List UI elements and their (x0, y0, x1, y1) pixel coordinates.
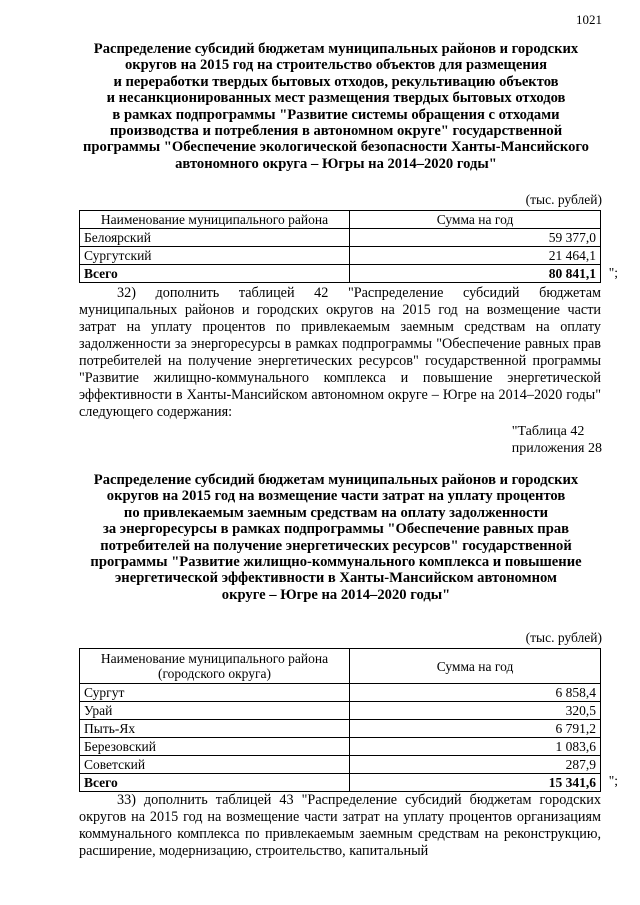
section2-units: (тыс. рублей) (525, 630, 602, 645)
total-sum: 15 341,6 (350, 774, 601, 792)
column-header-sum: Сумма на год (350, 649, 601, 684)
paragraph-32 (79, 285, 601, 421)
heading-line: автономного округа – Югры на 2014–2020 годы" (175, 155, 497, 172)
table-row (80, 247, 601, 265)
heading-line: округов на 2015 год на строительство объектов для размещения (124, 57, 548, 74)
row-sum: 6 791,2 (350, 720, 601, 738)
row-name: Советский (80, 756, 350, 774)
heading-line: за энергоресурсы в рамках подпрограммы "Обеспечение равных прав (102, 521, 570, 538)
table-total-row (80, 265, 601, 283)
section2-table (79, 648, 601, 792)
heading-line: и несанкционированных мест размещения твердых бытовых отходов (106, 90, 566, 107)
section2-heading (70, 472, 602, 603)
table-row (80, 720, 601, 738)
table-caption (512, 423, 602, 457)
heading-line: программы "Развитие жилищно-коммунального комплекса и повышение (90, 554, 582, 571)
total-label: Всего (80, 265, 350, 283)
table-total-row (80, 774, 601, 792)
row-name: Сургутский (80, 247, 350, 265)
row-sum: 320,5 (350, 702, 601, 720)
paragraph-33 (79, 792, 601, 860)
section1-table (79, 210, 601, 283)
table-header-row (80, 649, 601, 684)
heading-line: энергетической эффективности в Ханты-Мансийском автономном (115, 570, 557, 587)
heading-line: Распределение субсидий бюджетам муниципальных районов и городских (93, 472, 579, 488)
row-name: Белоярский (80, 229, 350, 247)
heading-line: и переработки твердых бытовых отходов, рекультивацию объектов (113, 73, 559, 90)
table-header-row (80, 211, 601, 229)
section1-heading (70, 41, 602, 172)
row-sum: 1 083,6 (350, 738, 601, 756)
row-name: Пыть-Ях (80, 720, 350, 738)
column-header-name (80, 649, 350, 684)
column-header-sum: Сумма на год (350, 211, 601, 229)
table-row (80, 702, 601, 720)
paragraph-text: 33) дополнить таблицей 43 "Распределение субсидий бюджетам городских округов на 2015 год на возмещение части затрат на уплату процентов организациям коммунального комплекса по привлекаемым заемным средствам на реконструкцию, расширение, модернизацию, строительство, капитальный (79, 792, 601, 859)
row-name: Сургут (80, 684, 350, 702)
page-number: 1021 (576, 12, 602, 27)
row-sum: 59 377,0 (350, 229, 601, 247)
heading-line: в рамках подпрограммы "Развитие системы обращения с отходами (112, 106, 560, 123)
column-header-name: Наименование муниципального района (80, 211, 350, 229)
section2-quote-tail: "; (608, 773, 618, 788)
section1-quote-tail: "; (608, 265, 618, 280)
section1-units: (тыс. рублей) (525, 192, 602, 207)
heading-line: программы "Обеспечение экологической безопасности Ханты-Мансийского (83, 139, 589, 156)
heading-line: Распределение субсидий бюджетам муниципальных районов и городских (93, 41, 579, 57)
column-header-name-line: (городского округа) (157, 666, 272, 681)
table-row (80, 684, 601, 702)
heading-line: округов на 2015 год на возмещение части затрат на уплату процентов (106, 488, 566, 505)
row-sum: 6 858,4 (350, 684, 601, 702)
table-row (80, 738, 601, 756)
heading-line: производства и потребления в автономном округе" государственной (109, 123, 563, 140)
row-sum: 287,9 (350, 756, 601, 774)
row-name: Урай (80, 702, 350, 720)
total-label: Всего (80, 774, 350, 792)
caption-line-appendix: приложения 28 (511, 441, 602, 456)
heading-line: по привлекаемым заемным средствам на оплату задолженности (123, 504, 549, 521)
heading-line: потребителей на получение энергетических ресурсов" государственной (100, 537, 572, 554)
row-sum: 21 464,1 (350, 247, 601, 265)
paragraph-text: 32) дополнить таблицей 42 "Распределение субсидий бюджетам муниципальных районов и городских округов на 2015 год на возмещение части затрат на уплату процентов по привлекаемым заемным средствам на оплату задолженности за энергоресурсы в рамках подпрограммы "Обеспечение равных прав потребителей на получение энергетических ресурсов" государственной программы "Развитие жилищно-коммунального комплекса и повышение энергетической эффективности в Ханты-Мансийском автономном округе – Югре на 2014–2020 годы" следующего содержания: (79, 285, 601, 420)
table-row (80, 229, 601, 247)
column-header-name-line: Наименование муниципального района (100, 651, 329, 666)
heading-line: округе – Югре на 2014–2020 годы" (221, 586, 451, 603)
row-name: Березовский (80, 738, 350, 756)
total-sum: 80 841,1 (350, 265, 601, 283)
table-row (80, 756, 601, 774)
caption-line-table: "Таблица 42 (511, 424, 585, 439)
